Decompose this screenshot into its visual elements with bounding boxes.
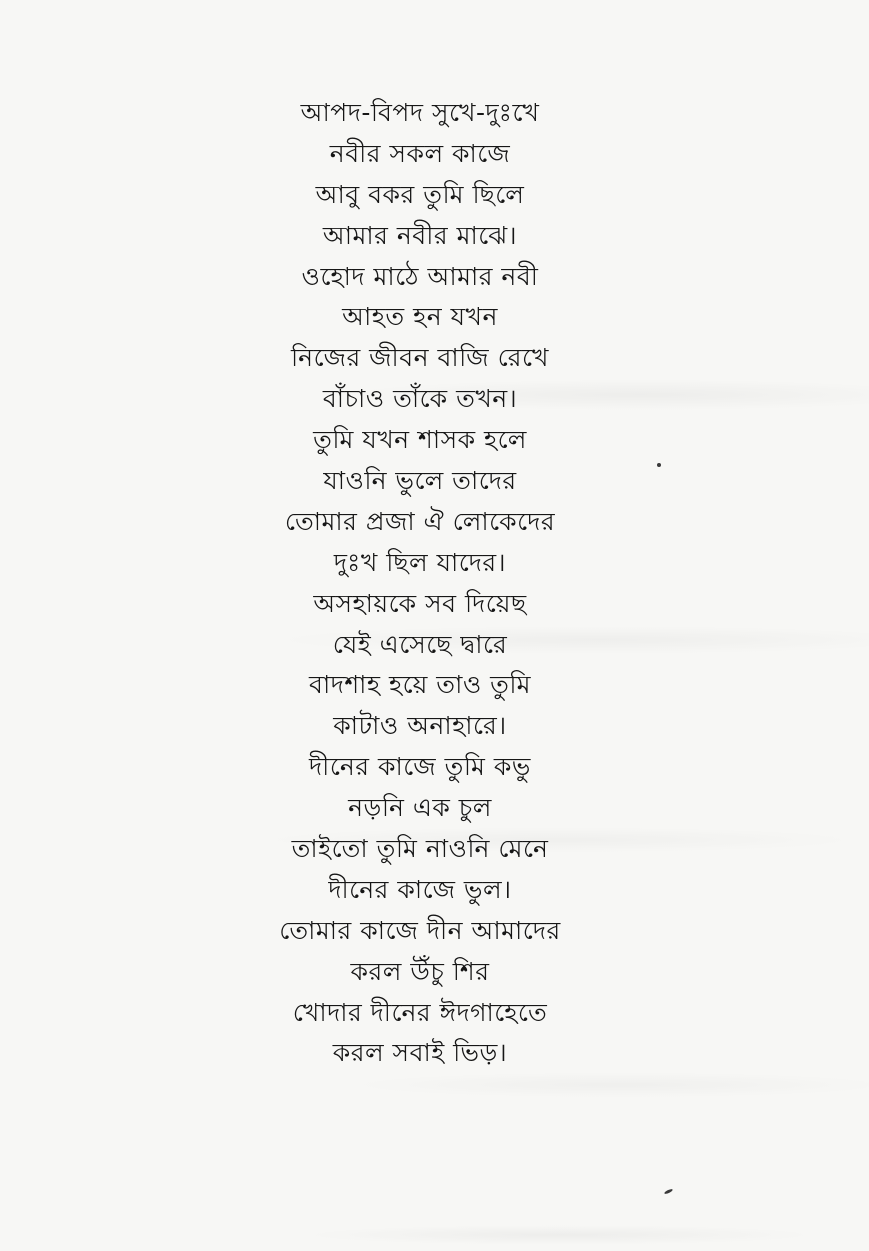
poem-line: বাঁচাও তাঁকে তখন। <box>322 384 518 414</box>
poem-line: খোদার দীনের ঈদগাহেতে <box>292 997 548 1027</box>
poem-line: আপদ-বিপদ সুখে-দুঃখে <box>300 98 540 127</box>
poem-line: বাদশাহ হয়ে তাও তুমি <box>309 670 531 700</box>
poem <box>0 93 840 1074</box>
poem-line: তোমার কাজে দীন আমাদের <box>279 915 561 945</box>
poem-line: ওহোদ মাঠে আমার নবী <box>301 261 539 291</box>
poem-line: আবু বকর তুমি ছিলে <box>315 179 525 209</box>
poem-line: করল উঁচু শির <box>350 956 490 986</box>
poem-line: নড়নি এক চুল <box>348 793 492 823</box>
poem-line: দুঃখ ছিল যাদের। <box>333 547 507 577</box>
poem-line: দীনের কাজে ভুল। <box>328 874 512 904</box>
poem-line: যেই এসেছে দ্বারে <box>332 629 508 659</box>
scan-speck <box>657 463 661 467</box>
poem-line: কাটাও অনাহারে। <box>333 711 507 741</box>
scan-speck <box>664 1188 673 1195</box>
poem-line: দীনের কাজে তুমি কভু <box>309 752 531 782</box>
poem-line: নবীর সকল কাজে <box>329 138 511 168</box>
poem-line: নিজের জীবন বাজি রেখে <box>291 343 549 373</box>
poem-line: তুমি যখন শাসক হলে <box>313 425 527 455</box>
poem-line: যাওনি ভুলে তাদের <box>323 466 517 496</box>
poem-line: তাইতো তুমি নাওনি মেনে <box>291 834 549 864</box>
poem-line: আহত হন যখন <box>342 302 498 332</box>
poem-line: তোমার প্রজা ঐ লোকেদের <box>284 506 556 536</box>
poem-line: অসহায়কে সব দিয়েছ <box>313 588 527 618</box>
poem-line: আমার নবীর মাঝে। <box>322 220 518 250</box>
poem-line: করল সবাই ভিড়। <box>332 1038 508 1068</box>
